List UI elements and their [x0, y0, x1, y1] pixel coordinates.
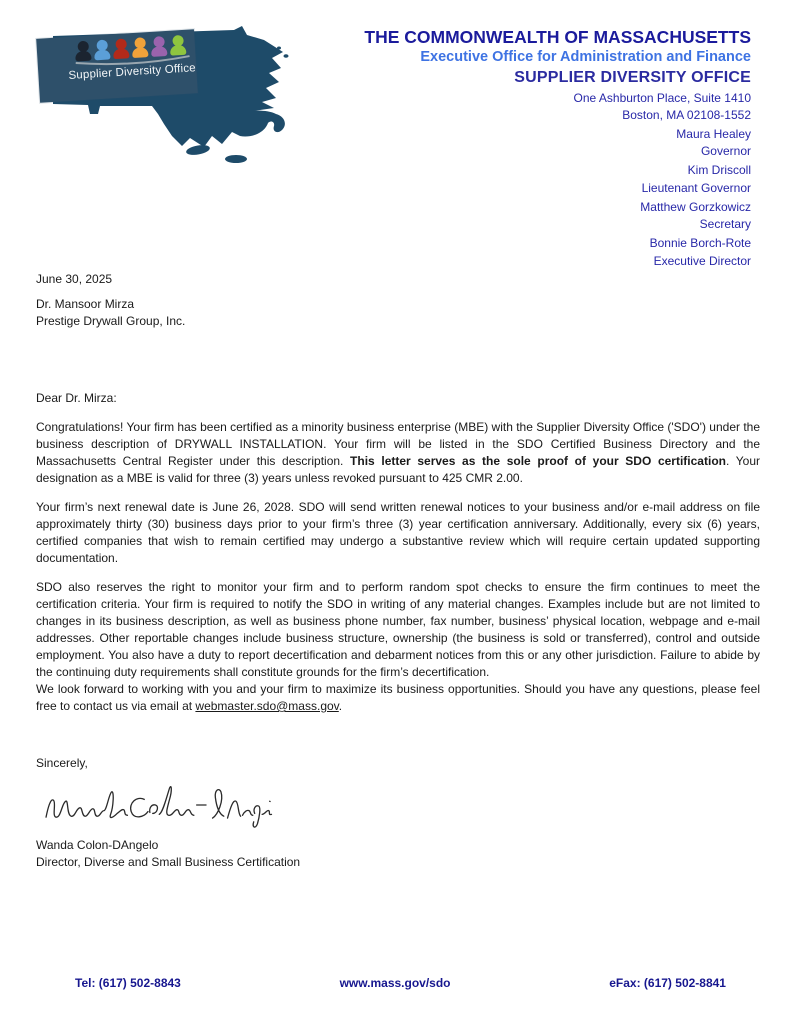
banner-label: Supplier Diversity Office	[68, 62, 197, 82]
address-line: Boston, MA 02108-1552	[622, 108, 751, 122]
text-run: SDO also reserves the right to monitor your firm and to perform random spot checks to ensure the firm continues to meet the certification criteria. Your firm is required to notify the SDO in writing of any material changes. Examples include but are not limited to changes in its business description, as well as business phone number, fax number, business’ physical location, webpage and e-mail addresses. Other reportable changes include business structure, ownership (the business is sold or transferred), control and outside employment. You also have a duty to report decertification and debarment notices from this or any other jurisdiction. Failure to abide by the continuing duty requirements shall constitute grounds for the firm’s decertification.	[36, 580, 760, 679]
person-icon	[74, 41, 91, 62]
footer-tel: Tel: (617) 502-8843	[75, 976, 181, 990]
official-title: Secretary	[699, 217, 751, 231]
text-run: Your firm’s next renewal date is June 26, 2028. SDO will send written renewal notices to your business and/or e-mail address on file approximately thirty (30) business days prior to your firm’s three (3) year certification anniversary. Additionally, every six (6) years, certified companies that wish to remain certified may undergo a substantive review which will require certain updated supporting documentation.	[36, 500, 760, 565]
recipient-company: Prestige Drywall Group, Inc.	[36, 314, 186, 328]
email-link[interactable]: webmaster.sdo@mass.gov	[195, 699, 339, 713]
sdo-banner	[36, 29, 198, 103]
text-run: We look forward to working with you and your firm to maximize its business opportunities. Should you have any questions, please feel free to contact us via email at	[36, 682, 760, 713]
recipient-name: Dr. Mansoor Mirza	[36, 297, 135, 311]
footer	[0, 976, 796, 990]
closing: Sincerely,	[36, 756, 88, 770]
official-name: Kim Driscoll	[687, 163, 751, 177]
person-icon	[150, 36, 167, 57]
person-icon	[131, 37, 148, 58]
official-title: Governor	[700, 144, 751, 158]
official-name: Bonnie Borch-Rote	[649, 236, 751, 250]
person-icon	[169, 35, 186, 56]
address-line: One Ashburton Place, Suite 1410	[573, 91, 751, 105]
recipient-block	[36, 296, 760, 330]
letterhead	[0, 0, 796, 270]
person-icon	[93, 39, 110, 60]
executive-office-subtitle: Executive Office for Administration and Finance	[420, 49, 751, 65]
body-paragraph-monitoring	[36, 579, 760, 681]
letter-date: June 30, 2025	[36, 272, 113, 286]
footer-website: www.mass.gov/sdo	[339, 976, 451, 990]
signer-name: Wanda Colon-DAngelo	[36, 838, 159, 852]
official-name: Matthew Gorzkowicz	[640, 199, 751, 214]
signer-title: Director, Diverse and Small Business Certification	[36, 855, 301, 869]
body-paragraph-renewal	[36, 499, 760, 567]
office-name: SUPPLIER DIVERSITY OFFICE	[514, 69, 751, 86]
person-icon	[112, 38, 129, 59]
sdo-logo	[36, 26, 298, 178]
commonwealth-title: THE COMMONWEALTH OF MASSACHUSETTS	[364, 27, 751, 47]
official-name: Maura Healey	[676, 126, 751, 141]
body-paragraph-certification	[36, 419, 760, 487]
salutation: Dear Dr. Mirza:	[36, 391, 117, 405]
official-title: Executive Director	[653, 253, 751, 268]
text-run: .	[338, 699, 343, 713]
text-run: . Your designation as a MBE is valid for three (3) years unless revoked pursuant to 425 CMR 2.00.	[36, 454, 760, 485]
text-run: Congratulations! Your firm has been certified as a minority business enterprise (MBE) with the Supplier Diversity Office ('SDO') under the business description of DRYWALL INSTALLATION. Your firm will be listed in the SDO Certified Business Directory and the Massachusetts Central Register under this description.	[36, 420, 761, 468]
body-paragraph-contact	[36, 681, 760, 715]
letter-body	[0, 271, 796, 871]
official-title: Lieutenant Governor	[641, 180, 751, 195]
text-run: This letter serves as the sole proof of your SDO certification	[350, 454, 726, 468]
footer-efax: eFax: (617) 502-8841	[609, 976, 726, 990]
signature-image	[38, 776, 760, 834]
